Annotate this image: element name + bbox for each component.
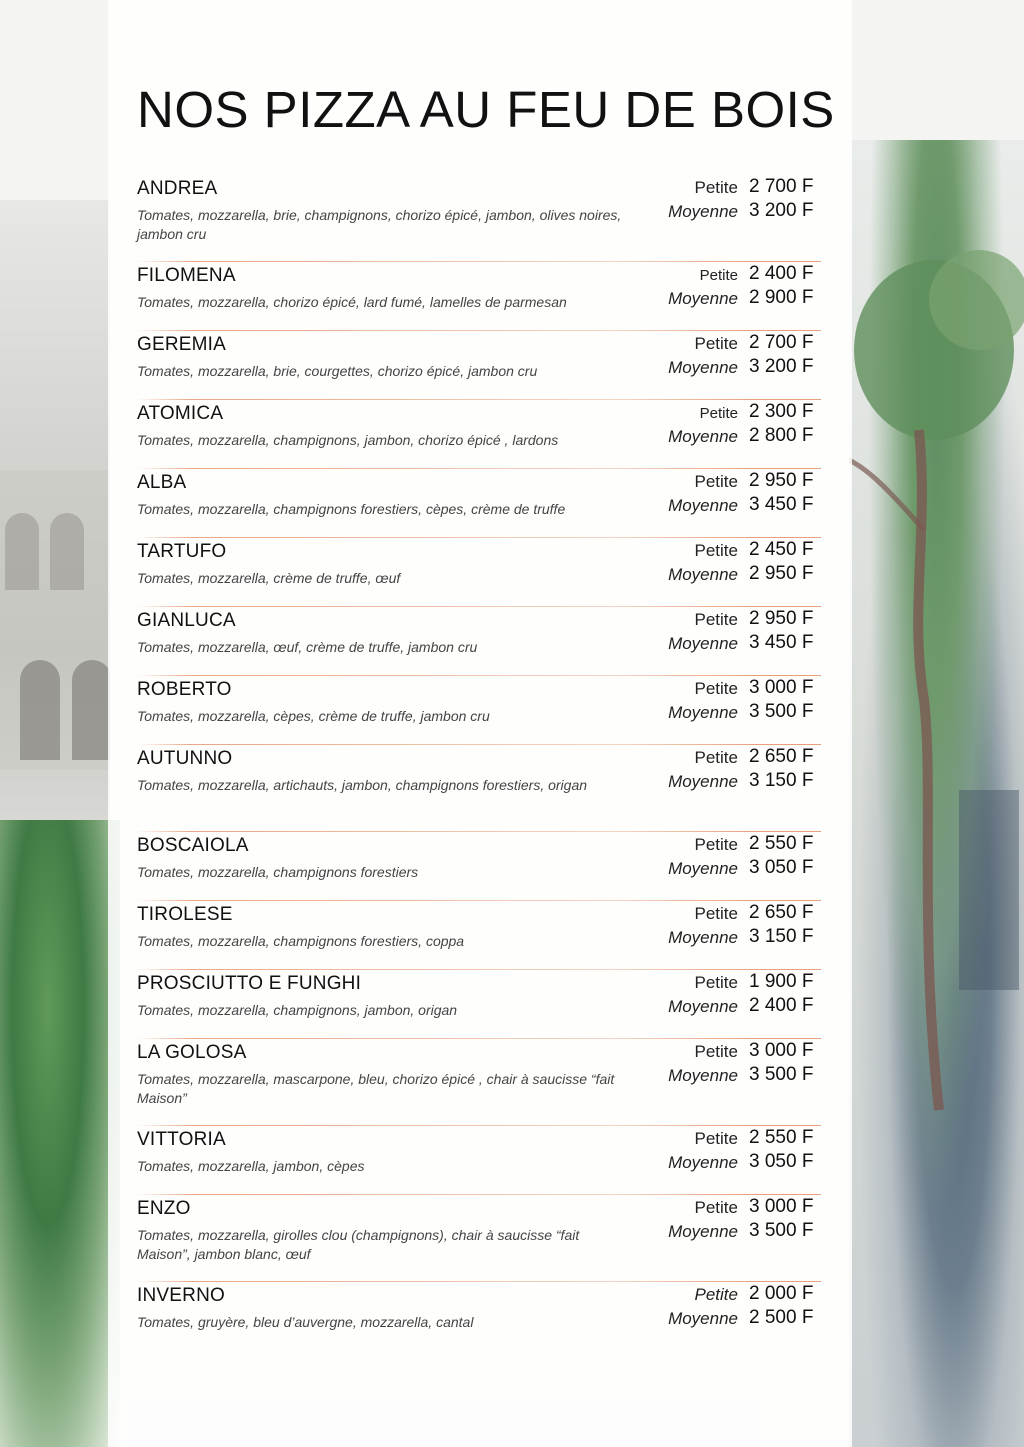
size-row-petite: [642, 178, 822, 202]
price-moyenne: 3 150 F: [749, 926, 814, 947]
size-row-petite: [642, 748, 822, 772]
price-petite: 2 950 F: [749, 470, 814, 491]
pizza-description: Tomates, mozzarella, œuf, crème de truffe, jambon cru: [137, 639, 478, 655]
price-petite: 2 700 F: [749, 332, 814, 353]
size-label-moyenne: Moyenne: [668, 772, 738, 791]
size-label-moyenne: Moyenne: [668, 703, 738, 722]
price-block: [642, 178, 822, 226]
menu-item: [137, 176, 827, 263]
price-block: [642, 835, 822, 883]
size-row-petite: [642, 403, 822, 427]
pizza-description: Tomates, mozzarella, girolles clou (champignons), chair à saucisse “fait Maison”, jambon blanc, œuf: [137, 1227, 580, 1262]
size-row-moyenne: [642, 358, 822, 382]
menu-item: [137, 1196, 827, 1283]
size-row-petite: [642, 904, 822, 928]
pizza-name: TIROLESE: [137, 904, 233, 925]
price-moyenne: 3 450 F: [749, 632, 814, 653]
arches-illustration: [0, 470, 110, 770]
pizza-description: Tomates, mozzarella, brie, courgettes, chorizo épicé, jambon cru: [137, 363, 538, 379]
size-label-moyenne: Moyenne: [668, 1309, 738, 1328]
price-block: [642, 472, 822, 520]
pizza-name: ATOMICA: [137, 403, 224, 424]
size-label-petite: Petite: [694, 1042, 738, 1061]
separator-line: [137, 1125, 821, 1126]
menu-item: [137, 1040, 827, 1127]
size-label-petite: Petite: [694, 835, 738, 854]
size-label-petite: Petite: [694, 1129, 738, 1148]
tree-illustration: [849, 230, 1024, 1130]
price-moyenne: 3 500 F: [749, 1064, 814, 1085]
menu-item: [137, 1127, 827, 1196]
separator-line: [137, 900, 821, 901]
price-block: [642, 679, 822, 727]
price-petite: 2 700 F: [749, 176, 814, 197]
menu-item: [137, 332, 827, 401]
menu-item: [137, 608, 827, 677]
size-label-moyenne: Moyenne: [668, 859, 738, 878]
size-row-petite: [642, 265, 822, 289]
price-petite: 2 450 F: [749, 539, 814, 560]
price-moyenne: 3 500 F: [749, 701, 814, 722]
price-moyenne: 3 200 F: [749, 356, 814, 377]
size-label-moyenne: Moyenne: [668, 565, 738, 584]
size-label-petite: Petite: [694, 904, 738, 923]
menu-item: [137, 833, 827, 902]
size-label-petite: Petite: [694, 178, 738, 197]
size-label-petite: Petite: [694, 1285, 738, 1304]
price-block: [642, 1129, 822, 1177]
separator-line: [137, 1038, 821, 1039]
pizza-name: FILOMENA: [137, 265, 236, 286]
separator-line: [137, 606, 821, 607]
separator-line: [137, 330, 821, 331]
pizza-name: ALBA: [137, 472, 187, 493]
size-row-moyenne: [642, 1066, 822, 1090]
pizza-description: Tomates, mozzarella, brie, champignons, chorizo épicé, jambon, olives noires, jambon cru: [137, 207, 622, 242]
menu-item: [137, 677, 827, 746]
size-row-petite: [642, 610, 822, 634]
menu-item: [137, 971, 827, 1040]
menu-item: [137, 263, 827, 332]
size-row-petite: [642, 679, 822, 703]
price-block: [642, 748, 822, 796]
separator-line: [137, 969, 821, 970]
pizza-description: Tomates, mozzarella, champignons, jambon, origan: [137, 1002, 458, 1018]
size-row-petite: [642, 1042, 822, 1066]
size-label-petite: Petite: [694, 541, 738, 560]
size-row-petite: [642, 1285, 822, 1309]
size-label-moyenne: Moyenne: [668, 358, 738, 377]
pizza-name: LA GOLOSA: [137, 1042, 247, 1063]
size-label-moyenne: Moyenne: [668, 634, 738, 653]
size-label-moyenne: Moyenne: [668, 202, 738, 221]
separator-line: [137, 744, 821, 745]
separator-line: [137, 537, 821, 538]
pizza-name: GEREMIA: [137, 334, 227, 355]
size-label-petite: Petite: [694, 973, 738, 992]
size-label-moyenne: Moyenne: [668, 496, 738, 515]
size-row-petite: [642, 835, 822, 859]
page-title: NOS PIZZA AU FEU DE BOIS: [137, 81, 835, 138]
price-block: [642, 973, 822, 1021]
size-row-petite: [642, 1198, 822, 1222]
size-row-moyenne: [642, 1222, 822, 1246]
separator-line: [137, 675, 821, 676]
pizza-name: PROSCIUTTO E FUNGHI: [137, 973, 362, 994]
price-petite: 2 000 F: [749, 1283, 814, 1304]
pizza-name: BOSCAIOLA: [137, 835, 249, 856]
pizza-description: Tomates, mozzarella, champignons forestiers, coppa: [137, 933, 465, 949]
size-row-moyenne: [642, 1309, 822, 1333]
price-block: [642, 1285, 822, 1333]
size-row-moyenne: [642, 772, 822, 796]
price-block: [642, 1042, 822, 1090]
pizza-menu-list: [137, 176, 827, 1352]
pizza-description: Tomates, mozzarella, cèpes, crème de truffe, jambon cru: [137, 708, 490, 724]
price-moyenne: 3 450 F: [749, 494, 814, 515]
size-row-petite: [642, 973, 822, 997]
separator-line: [137, 468, 821, 469]
price-moyenne: 2 950 F: [749, 563, 814, 584]
price-block: [642, 541, 822, 589]
price-block: [642, 265, 822, 313]
price-moyenne: 2 400 F: [749, 995, 814, 1016]
price-block: [642, 334, 822, 382]
price-petite: 2 650 F: [749, 902, 814, 923]
pizza-name: GIANLUCA: [137, 610, 236, 631]
pizza-name: INVERNO: [137, 1285, 225, 1306]
size-row-moyenne: [642, 496, 822, 520]
size-label-petite: Petite: [694, 334, 738, 353]
menu-item: [137, 401, 827, 470]
size-row-moyenne: [642, 634, 822, 658]
separator-line: [137, 1194, 821, 1195]
size-label-petite: Petite: [699, 267, 738, 284]
price-petite: 1 900 F: [749, 971, 814, 992]
separator-line: [137, 261, 821, 262]
pizza-description: Tomates, mozzarella, champignons forestiers: [137, 864, 419, 880]
size-row-moyenne: [642, 997, 822, 1021]
menu-item: [137, 470, 827, 539]
pizza-description: Tomates, mozzarella, artichauts, jambon, champignons forestiers, origan: [137, 777, 588, 793]
size-row-moyenne: [642, 202, 822, 226]
size-label-moyenne: Moyenne: [668, 1066, 738, 1085]
size-row-petite: [642, 1129, 822, 1153]
pizza-description: Tomates, mozzarella, mascarpone, bleu, chorizo épicé , chair à saucisse “fait Maison”: [137, 1071, 615, 1106]
size-row-moyenne: [642, 1153, 822, 1177]
size-row-moyenne: [642, 565, 822, 589]
price-petite: 2 550 F: [749, 1127, 814, 1148]
pizza-description: Tomates, mozzarella, jambon, cèpes: [137, 1158, 365, 1174]
pizza-name: TARTUFO: [137, 541, 227, 562]
size-row-petite: [642, 541, 822, 565]
price-petite: 2 300 F: [749, 401, 814, 422]
price-petite: 2 650 F: [749, 746, 814, 767]
price-moyenne: 3 500 F: [749, 1220, 814, 1241]
price-petite: 3 000 F: [749, 677, 814, 698]
size-row-petite: [642, 334, 822, 358]
size-label-petite: Petite: [694, 472, 738, 491]
price-block: [642, 403, 822, 451]
pizza-description: Tomates, gruyère, bleu d’auvergne, mozzarella, cantal: [137, 1314, 474, 1330]
size-row-moyenne: [642, 703, 822, 727]
pizza-name: VITTORIA: [137, 1129, 226, 1150]
price-block: [642, 904, 822, 952]
separator-line: [137, 1281, 821, 1282]
pizza-description: Tomates, mozzarella, champignons forestiers, cèpes, crème de truffe: [137, 501, 566, 517]
menu-item: [137, 746, 827, 833]
menu-item: [137, 1283, 827, 1352]
size-row-moyenne: [642, 928, 822, 952]
price-moyenne: 2 800 F: [749, 425, 814, 446]
price-moyenne: 3 050 F: [749, 1151, 814, 1172]
size-label-moyenne: Moyenne: [668, 1222, 738, 1241]
price-block: [642, 1198, 822, 1246]
size-label-petite: Petite: [694, 679, 738, 698]
price-petite: 3 000 F: [749, 1196, 814, 1217]
greenery-illustration: [0, 820, 120, 1447]
size-label-moyenne: Moyenne: [668, 427, 738, 446]
pizza-name: ENZO: [137, 1198, 191, 1219]
size-row-moyenne: [642, 859, 822, 883]
pizza-name: ROBERTO: [137, 679, 232, 700]
separator-line: [137, 399, 821, 400]
price-moyenne: 2 500 F: [749, 1307, 814, 1328]
size-label-petite: Petite: [694, 1198, 738, 1217]
price-moyenne: 3 050 F: [749, 857, 814, 878]
size-label-petite: Petite: [699, 405, 738, 422]
size-label-moyenne: Moyenne: [668, 1153, 738, 1172]
price-petite: 2 950 F: [749, 608, 814, 629]
size-label-moyenne: Moyenne: [668, 928, 738, 947]
pizza-name: AUTUNNO: [137, 748, 233, 769]
price-block: [642, 610, 822, 658]
size-label-moyenne: Moyenne: [668, 997, 738, 1016]
pizza-name: ANDREA: [137, 178, 218, 199]
pizza-description: Tomates, mozzarella, champignons, jambon, chorizo épicé , lardons: [137, 432, 559, 448]
size-label-petite: Petite: [694, 748, 738, 767]
menu-item: [137, 539, 827, 608]
size-label-moyenne: Moyenne: [668, 289, 738, 308]
size-row-moyenne: [642, 289, 822, 313]
price-moyenne: 3 150 F: [749, 770, 814, 791]
separator-line: [137, 831, 821, 832]
price-petite: 2 400 F: [749, 263, 814, 284]
price-petite: 2 550 F: [749, 833, 814, 854]
pizza-description: Tomates, mozzarella, chorizo épicé, lard fumé, lamelles de parmesan: [137, 294, 567, 310]
price-petite: 3 000 F: [749, 1040, 814, 1061]
menu-item: [137, 902, 827, 971]
price-moyenne: 3 200 F: [749, 200, 814, 221]
size-label-petite: Petite: [694, 610, 738, 629]
pizza-description: Tomates, mozzarella, crème de truffe, œuf: [137, 570, 401, 586]
price-moyenne: 2 900 F: [749, 287, 814, 308]
size-row-moyenne: [642, 427, 822, 451]
size-row-petite: [642, 472, 822, 496]
